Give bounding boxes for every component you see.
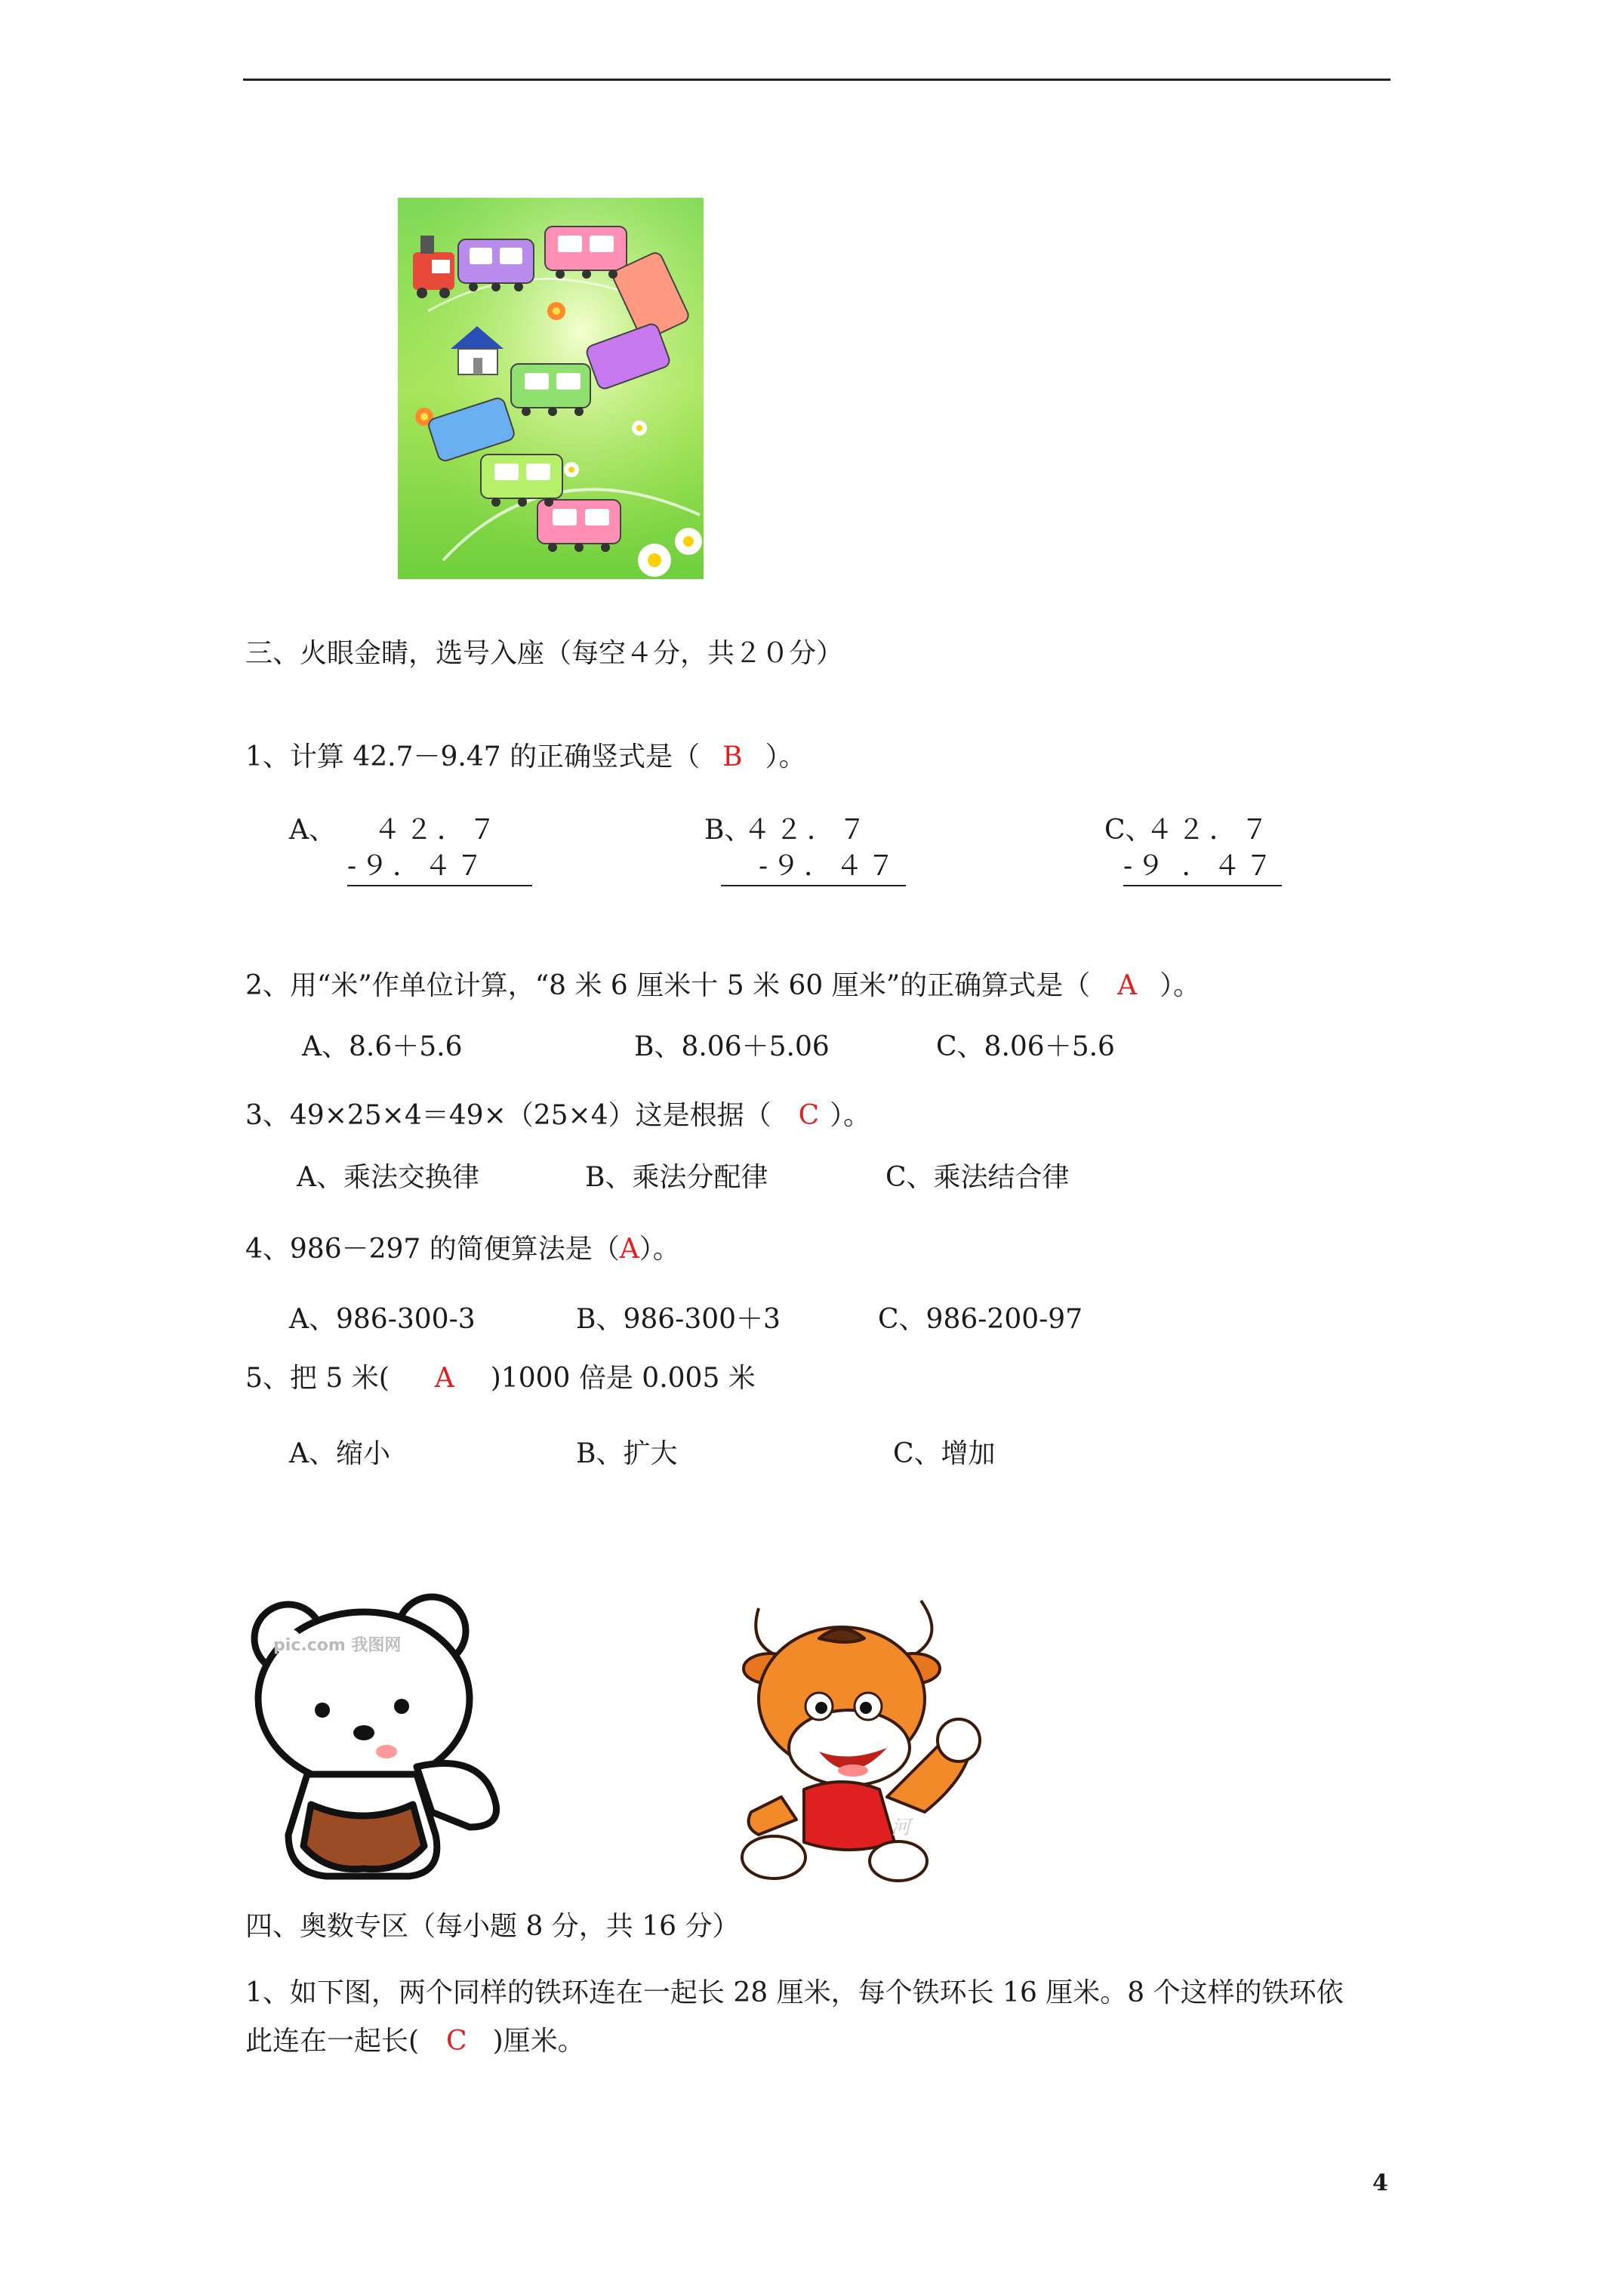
- q3-text: 3、49×25×4＝49×（25×4）这是根据（: [245, 1100, 771, 1131]
- q1-option-c-label: C、: [1104, 815, 1153, 846]
- q1-option-b-bottom: -９．４７: [721, 852, 906, 886]
- q4-option-a: A、986-300-3: [289, 1304, 476, 1335]
- q3-answer: C: [798, 1100, 820, 1131]
- s4-q1-line1: 1、如下图，两个同样的铁环连在一起长 28 厘米，每个铁环长 16 厘米。8 个这样的铁环依: [245, 1977, 1344, 2008]
- q2-text-end: ）。: [1160, 970, 1201, 1001]
- q1-option-b-top: ４２．７: [744, 815, 871, 846]
- bear-watermark: pic.com 我图网: [273, 1636, 402, 1655]
- q5-text-end: )1000 倍是 0.005 米: [490, 1363, 756, 1394]
- s4-q1-answer: C: [446, 2026, 467, 2057]
- q2-option-c: C、8.06＋5.6: [936, 1031, 1115, 1062]
- q4-text: 4、986－297 的简便算法是（: [245, 1234, 620, 1265]
- q1-question: [245, 742, 806, 772]
- q5-answer: A: [434, 1363, 454, 1394]
- q1-text: 1、计算 42.7－9.47 的正确竖式是（: [245, 741, 701, 772]
- q2-question: [245, 971, 1200, 1001]
- q5-text: 5、把 5 米(: [245, 1363, 390, 1394]
- q1-option-c-top: ４２．７: [1146, 815, 1273, 846]
- q5-question: [245, 1364, 756, 1394]
- q3-option-c: C、乘法结合律: [885, 1162, 1070, 1193]
- q2-option-a: A、8.6＋5.6: [302, 1031, 463, 1062]
- s4-q1-text: 此连在一起长(: [245, 2026, 420, 2057]
- q1-option-a-bottom: -９．４７: [347, 852, 532, 886]
- q5-option-a: A、缩小: [289, 1438, 390, 1469]
- q4-option-b: B、986-300＋3: [576, 1304, 781, 1335]
- bear-image: [243, 1586, 515, 1888]
- bear-illustration: [243, 1586, 515, 1888]
- s4-q1-text-end: )厘米。: [492, 2026, 585, 2057]
- q3-option-a: A、乘法交换律: [297, 1162, 479, 1193]
- train-image: [398, 198, 704, 579]
- q2-answer: A: [1117, 970, 1138, 1001]
- q2-option-b: B、8.06＋5.06: [634, 1031, 830, 1062]
- q1-option-c-bottom: -９ ．４７: [1123, 852, 1282, 886]
- q1-option-a-top: ４２．７: [374, 815, 501, 846]
- q4-question: [245, 1234, 680, 1265]
- q1-text-end: ）。: [765, 741, 806, 772]
- q1-option-a-label: A、: [289, 815, 336, 846]
- q2-text: 2、用“米”作单位计算，“8 米 6 厘米十 5 米 60 厘米”的正确算式是（: [245, 970, 1091, 1001]
- s4-q1-line2: [245, 2026, 585, 2057]
- page-number: 4: [1372, 2170, 1388, 2196]
- ox-watermark: 河: [891, 1817, 911, 1839]
- q5-option-b: B、扩大: [576, 1438, 678, 1469]
- q3-option-b: B、乘法分配律: [585, 1162, 768, 1193]
- q3-text-end: ）。: [830, 1100, 871, 1131]
- q4-answer: A: [619, 1234, 639, 1265]
- q3-question: [245, 1101, 870, 1131]
- q1-answer: B: [722, 741, 743, 772]
- q5-option-c: C、增加: [893, 1438, 996, 1469]
- q1-option-b-label: B、: [704, 815, 752, 846]
- train-illustration: [398, 198, 704, 579]
- section3-title: 三、火眼金睛，选号入座（每空４分，共２０分）: [245, 638, 844, 669]
- ox-illustration: [736, 1586, 981, 1888]
- section4-title: 四、奥数专区（每小题 8 分，共 16 分）: [245, 1911, 740, 1942]
- q4-option-c: C、986-200-97: [878, 1304, 1083, 1335]
- header-rule: [243, 79, 1390, 81]
- ox-image: [736, 1586, 981, 1888]
- q4-text-end: ）。: [639, 1234, 680, 1265]
